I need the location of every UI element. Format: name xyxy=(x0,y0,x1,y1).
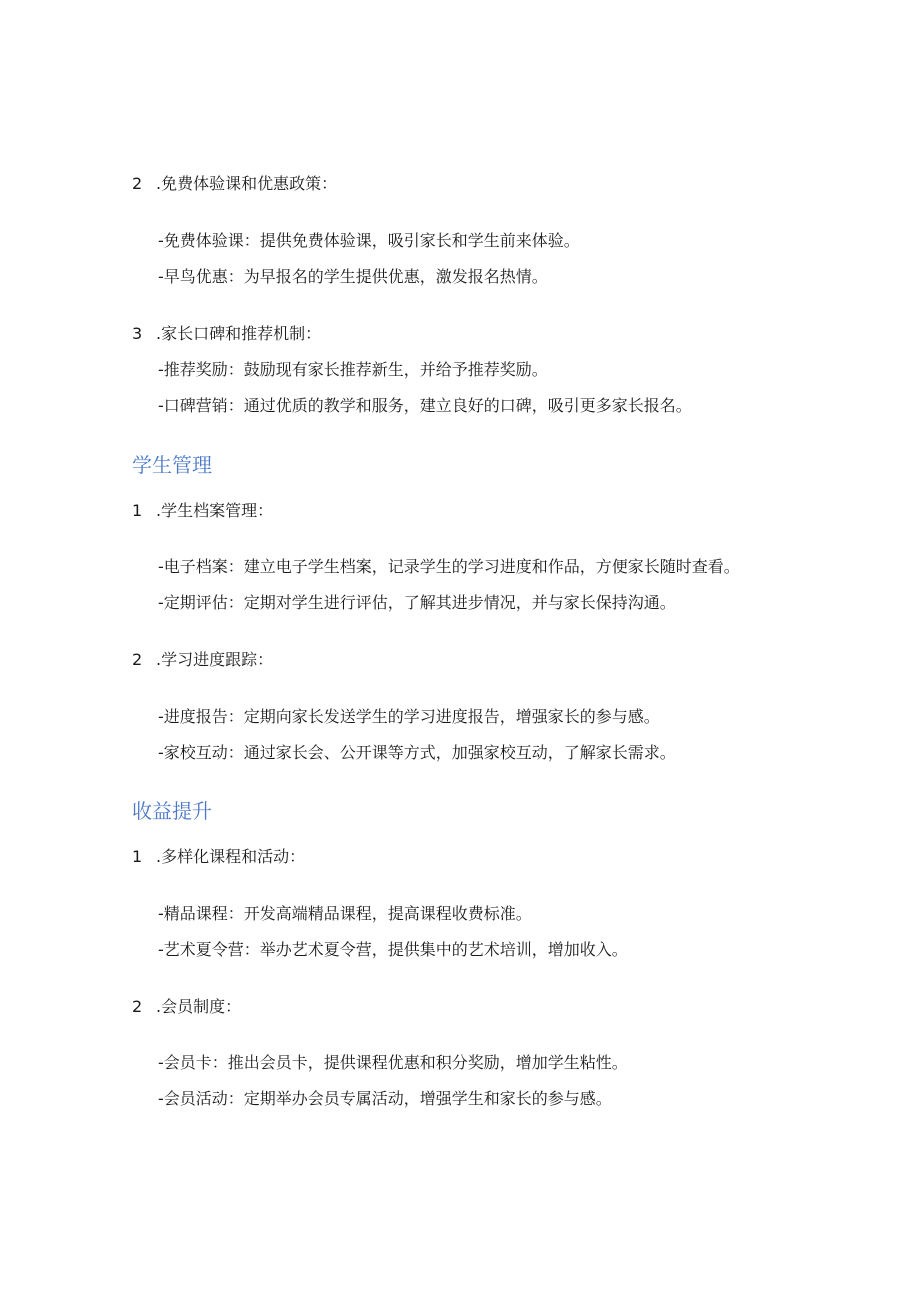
list-heading-promo-policy xyxy=(132,173,337,195)
list-number: 1 xyxy=(132,501,143,520)
bullet-art-camp: -艺术夏令营：举办艺术夏令营，提供集中的艺术培训，增加收入。 xyxy=(158,940,628,959)
section-heading-revenue: 收益提升 xyxy=(132,799,212,823)
list-heading-text: .家长口碑和推荐机制： xyxy=(156,324,322,343)
bullet-electronic-archive: -电子档案：建立电子学生档案，记录学生的学习进度和作品，方便家长随时查看。 xyxy=(158,557,740,576)
list-heading-text: .多样化课程和活动： xyxy=(156,847,306,866)
list-heading-text: .免费体验课和优惠政策： xyxy=(156,174,338,193)
list-heading-text: .学习进度跟踪： xyxy=(156,650,274,669)
bullet-word-of-mouth: -口碑营销：通过优质的教学和服务，建立良好的口碑，吸引更多家长报名。 xyxy=(158,396,692,415)
bullet-regular-assessment: -定期评估：定期对学生进行评估，了解其进步情况，并与家长保持沟通。 xyxy=(158,593,676,612)
bullet-progress-report: -进度报告：定期向家长发送学生的学习进度报告，增强家长的参与感。 xyxy=(158,707,660,726)
section-heading-student-management: 学生管理 xyxy=(132,453,212,477)
list-heading-diverse-courses xyxy=(132,846,305,868)
bullet-member-events: -会员活动：定期举办会员专属活动，增强学生和家长的参与感。 xyxy=(158,1089,612,1108)
bullet-member-card: -会员卡：推出会员卡，提供课程优惠和积分奖励，增加学生粘性。 xyxy=(158,1053,628,1072)
bullet-referral-reward: -推荐奖励：鼓励现有家长推荐新生，并给予推荐奖励。 xyxy=(158,360,548,379)
list-heading-referral xyxy=(132,323,321,345)
list-number: 3 xyxy=(132,324,143,343)
list-heading-student-archives xyxy=(132,500,273,522)
bullet-early-bird: -早鸟优惠：为早报名的学生提供优惠，激发报名热情。 xyxy=(158,267,548,286)
bullet-premium-courses: -精品课程：开发高端精品课程，提高课程收费标准。 xyxy=(158,904,532,923)
list-number: 2 xyxy=(132,174,143,193)
list-heading-progress-tracking xyxy=(132,649,273,671)
list-number: 2 xyxy=(132,650,143,669)
list-heading-membership xyxy=(132,996,241,1018)
list-number: 2 xyxy=(132,997,143,1016)
bullet-home-school-interaction: -家校互动：通过家长会、公开课等方式，加强家校互动，了解家长需求。 xyxy=(158,743,676,762)
list-heading-text: .会员制度： xyxy=(156,997,242,1016)
bullet-free-trial: -免费体验课：提供免费体验课，吸引家长和学生前来体验。 xyxy=(158,231,580,250)
list-number: 1 xyxy=(132,847,143,866)
list-heading-text: .学生档案管理： xyxy=(156,501,274,520)
